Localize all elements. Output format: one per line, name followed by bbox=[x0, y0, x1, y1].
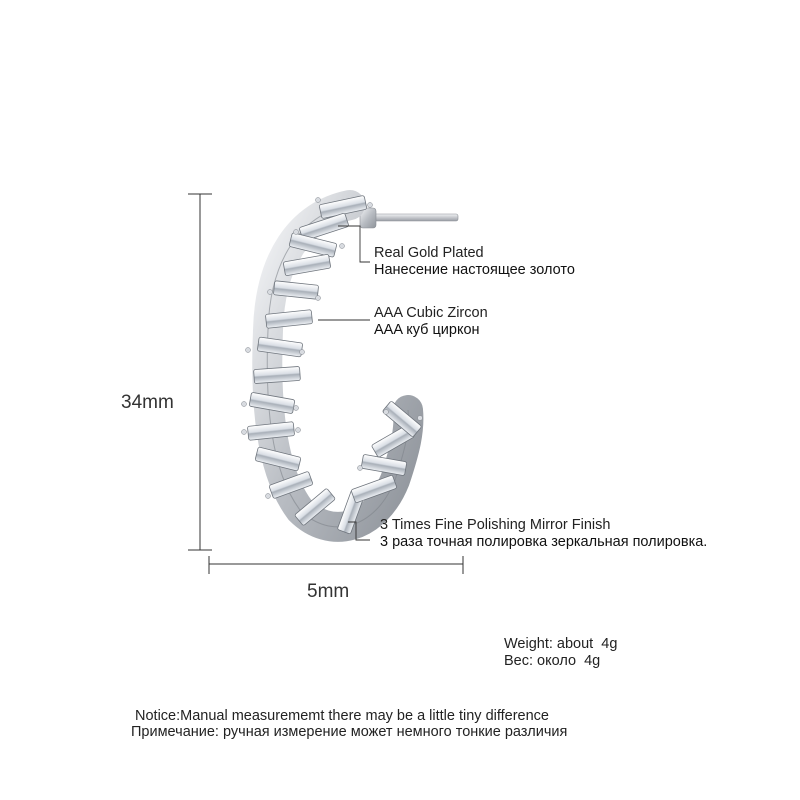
weight-ru: Вес: около 4g bbox=[504, 653, 601, 669]
callout-polish-en: 3 Times Fine Polishing Mirror Finish bbox=[380, 517, 611, 533]
callout-gold-en: Real Gold Plated bbox=[374, 245, 484, 261]
callout-zircon-ru: AAA куб циркон bbox=[374, 322, 480, 338]
height-label: 34mm bbox=[121, 392, 174, 413]
notice-en: Notice:Manual measurememt there may be a little tiny difference bbox=[135, 708, 549, 724]
callout-zircon-en: AAA Cubic Zircon bbox=[374, 305, 488, 321]
weight-en: Weight: about 4g bbox=[504, 636, 618, 652]
height-dimension-line bbox=[188, 194, 212, 550]
notice-ru: Примечание: ручная измерение может немного тонкие различия bbox=[131, 724, 568, 740]
width-dimension-line bbox=[209, 556, 463, 574]
callout-polish-ru: 3 раза точная полировка зеркальная полировка. bbox=[380, 534, 708, 550]
earring-post bbox=[372, 214, 458, 221]
width-label: 5mm bbox=[307, 581, 350, 602]
callout-gold-ru: Нанесение настоящее золото bbox=[374, 262, 575, 278]
